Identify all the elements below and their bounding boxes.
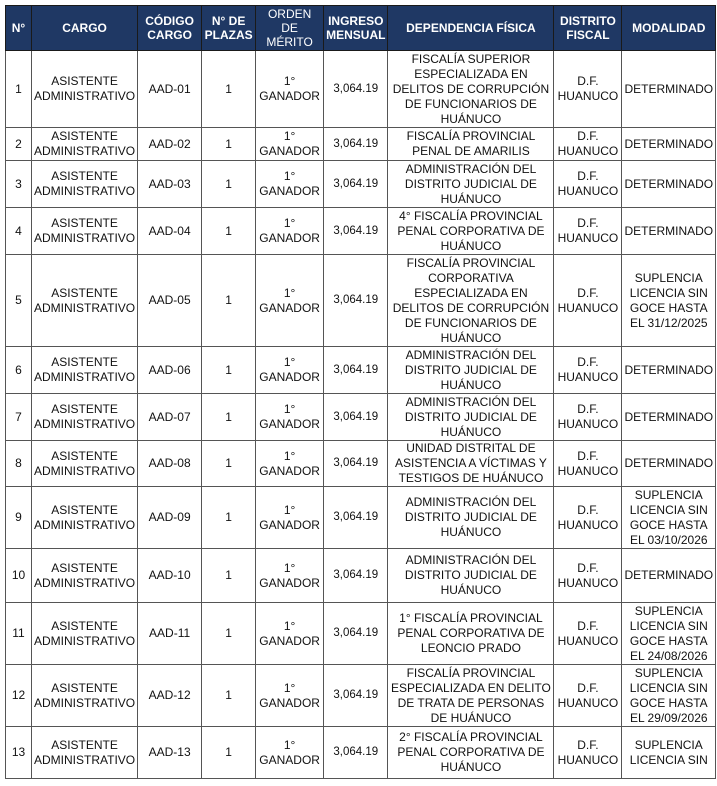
table-row (6, 128, 716, 161)
plazas-cell: 1 (202, 51, 256, 128)
distrito-cell: D.F. HUANUCO (554, 394, 622, 441)
dependencia-cell: FISCALÍA PROVINCIAL PENAL DE AMARILIS (388, 128, 554, 161)
orden-merito-cell: 1° GANADOR (256, 727, 324, 779)
plazas-cell: 1 (202, 603, 256, 665)
row-number: 12 (6, 665, 32, 727)
table-row (6, 51, 716, 128)
distrito-cell: D.F. HUANUCO (554, 161, 622, 208)
plazas-cell: 1 (202, 665, 256, 727)
plazas-cell: 1 (202, 128, 256, 161)
orden-merito-cell: 1° GANADOR (256, 255, 324, 347)
orden-merito-cell: 1° GANADOR (256, 441, 324, 487)
cargo-cell: ASISTENTE ADMINISTRATIVO (32, 128, 138, 161)
orden-merito-cell: 1° GANADOR (256, 603, 324, 665)
ingreso-cell: 3,064.19 (324, 161, 388, 208)
codigo-cell: AAD-04 (138, 208, 202, 255)
cargo-cell: ASISTENTE ADMINISTRATIVO (32, 394, 138, 441)
ingreso-cell: 3,064.19 (324, 128, 388, 161)
table-row (6, 549, 716, 603)
dependencia-cell: FISCALÍA PROVINCIAL ESPECIALIZADA EN DELITO DE TRATA DE PERSONAS DE HUÁNUCO (388, 665, 554, 727)
codigo-cell: AAD-12 (138, 665, 202, 727)
modalidad-cell: SUPLENCIA LICENCIA SIN GOCE HASTA EL 24/08/2026 (622, 603, 716, 665)
orden-merito-cell: 1° GANADOR (256, 487, 324, 549)
distrito-cell: D.F. HUANUCO (554, 603, 622, 665)
table-row (6, 665, 716, 727)
row-number: 7 (6, 394, 32, 441)
header-codigo-cargo: CÓDIGO CARGO (138, 6, 202, 51)
distrito-cell: D.F. HUANUCO (554, 549, 622, 603)
cargo-cell: ASISTENTE ADMINISTRATIVO (32, 255, 138, 347)
header-number: N° (6, 6, 32, 51)
codigo-cell: AAD-01 (138, 51, 202, 128)
distrito-cell: D.F. HUANUCO (554, 441, 622, 487)
modalidad-cell: DETERMINADO (622, 347, 716, 394)
ingreso-cell: 3,064.19 (324, 51, 388, 128)
distrito-cell: D.F. HUANUCO (554, 727, 622, 779)
dependencia-cell: ADMINISTRACIÓN DEL DISTRITO JUDICIAL DE HUÁNUCO (388, 161, 554, 208)
cargo-cell: ASISTENTE ADMINISTRATIVO (32, 208, 138, 255)
table-row (6, 347, 716, 394)
codigo-cell: AAD-03 (138, 161, 202, 208)
orden-merito-cell: 1° GANADOR (256, 161, 324, 208)
ingreso-cell: 3,064.19 (324, 487, 388, 549)
dependencia-cell: ADMINISTRACIÓN DEL DISTRITO JUDICIAL DE HUÁNUCO (388, 549, 554, 603)
modalidad-cell: SUPLENCIA LICENCIA SIN GOCE HASTA EL 03/10/2026 (622, 487, 716, 549)
header-distrito-fiscal: DISTRITO FISCAL (554, 6, 622, 51)
row-number: 1 (6, 51, 32, 128)
cargo-cell: ASISTENTE ADMINISTRATIVO (32, 603, 138, 665)
row-number: 9 (6, 487, 32, 549)
modalidad-cell: DETERMINADO (622, 441, 716, 487)
cargo-cell: ASISTENTE ADMINISTRATIVO (32, 347, 138, 394)
header-dependencia-fisica: DEPENDENCIA FÍSICA (388, 6, 554, 51)
ingreso-cell: 3,064.19 (324, 208, 388, 255)
orden-merito-cell: 1° GANADOR (256, 51, 324, 128)
ingreso-cell: 3,064.19 (324, 394, 388, 441)
plazas-cell: 1 (202, 727, 256, 779)
modalidad-cell: SUPLENCIA LICENCIA SIN GOCE HASTA EL 29/09/2026 (622, 665, 716, 727)
ingreso-cell: 3,064.19 (324, 665, 388, 727)
modalidad-cell: SUPLENCIA LICENCIA SIN (622, 727, 716, 779)
dependencia-cell: 2° FISCALÍA PROVINCIAL PENAL CORPORATIVA DE HUÁNUCO (388, 727, 554, 779)
modalidad-cell: DETERMINADO (622, 161, 716, 208)
codigo-cell: AAD-13 (138, 727, 202, 779)
ingreso-cell: 3,064.19 (324, 441, 388, 487)
dependencia-cell: ADMINISTRACIÓN DEL DISTRITO JUDICIAL DE HUÁNUCO (388, 394, 554, 441)
orden-merito-cell: 1° GANADOR (256, 347, 324, 394)
distrito-cell: D.F. HUANUCO (554, 128, 622, 161)
table-row (6, 487, 716, 549)
plazas-cell: 1 (202, 255, 256, 347)
distrito-cell: D.F. HUANUCO (554, 347, 622, 394)
modalidad-cell: DETERMINADO (622, 394, 716, 441)
header-orden-merito: ORDEN DE MÉRITO (256, 6, 324, 51)
ingreso-cell: 3,064.19 (324, 549, 388, 603)
row-number: 13 (6, 727, 32, 779)
codigo-cell: AAD-09 (138, 487, 202, 549)
row-number: 11 (6, 603, 32, 665)
cargo-cell: ASISTENTE ADMINISTRATIVO (32, 665, 138, 727)
codigo-cell: AAD-07 (138, 394, 202, 441)
modalidad-cell: DETERMINADO (622, 208, 716, 255)
modalidad-cell: DETERMINADO (622, 549, 716, 603)
distrito-cell: D.F. HUANUCO (554, 51, 622, 128)
distrito-cell: D.F. HUANUCO (554, 487, 622, 549)
table-body (6, 51, 716, 779)
modalidad-cell: SUPLENCIA LICENCIA SIN GOCE HASTA EL 31/12/2025 (622, 255, 716, 347)
row-number: 3 (6, 161, 32, 208)
codigo-cell: AAD-05 (138, 255, 202, 347)
plazas-cell: 1 (202, 208, 256, 255)
plazas-cell: 1 (202, 487, 256, 549)
codigo-cell: AAD-10 (138, 549, 202, 603)
cargo-cell: ASISTENTE ADMINISTRATIVO (32, 549, 138, 603)
ingreso-cell: 3,064.19 (324, 603, 388, 665)
table-row (6, 255, 716, 347)
dependencia-cell: FISCALÍA SUPERIOR ESPECIALIZADA EN DELITOS DE CORRUPCIÓN DE FUNCIONARIOS DE HUÁNUCO (388, 51, 554, 128)
dependencia-cell: UNIDAD DISTRITAL DE ASISTENCIA A VÍCTIMAS Y TESTIGOS DE HUÁNUCO (388, 441, 554, 487)
plazas-cell: 1 (202, 161, 256, 208)
cargo-cell: ASISTENTE ADMINISTRATIVO (32, 51, 138, 128)
plazas-cell: 1 (202, 441, 256, 487)
dependencia-cell: 1° FISCALÍA PROVINCIAL PENAL CORPORATIVA DE LEONCIO PRADO (388, 603, 554, 665)
header-plazas: N° DE PLAZAS (202, 6, 256, 51)
table-row (6, 208, 716, 255)
table-row (6, 727, 716, 779)
distrito-cell: D.F. HUANUCO (554, 208, 622, 255)
cargo-cell: ASISTENTE ADMINISTRATIVO (32, 727, 138, 779)
dependencia-cell: FISCALÍA PROVINCIAL CORPORATIVA ESPECIALIZADA EN DELITOS DE CORRUPCIÓN DE FUNCIONARIOS DE HUÁNUCO (388, 255, 554, 347)
table-row (6, 161, 716, 208)
ingreso-cell: 3,064.19 (324, 727, 388, 779)
header-row (6, 6, 716, 51)
row-number: 4 (6, 208, 32, 255)
orden-merito-cell: 1° GANADOR (256, 208, 324, 255)
row-number: 2 (6, 128, 32, 161)
orden-merito-cell: 1° GANADOR (256, 549, 324, 603)
orden-merito-cell: 1° GANADOR (256, 665, 324, 727)
distrito-cell: D.F. HUANUCO (554, 665, 622, 727)
modalidad-cell: DETERMINADO (622, 128, 716, 161)
codigo-cell: AAD-11 (138, 603, 202, 665)
row-number: 5 (6, 255, 32, 347)
table-row (6, 394, 716, 441)
codigo-cell: AAD-06 (138, 347, 202, 394)
orden-merito-cell: 1° GANADOR (256, 128, 324, 161)
plazas-cell: 1 (202, 549, 256, 603)
row-number: 10 (6, 549, 32, 603)
table-row (6, 603, 716, 665)
dependencia-cell: 4° FISCALÍA PROVINCIAL PENAL CORPORATIVA DE HUÁNUCO (388, 208, 554, 255)
codigo-cell: AAD-08 (138, 441, 202, 487)
cargo-cell: ASISTENTE ADMINISTRATIVO (32, 441, 138, 487)
plazas-cell: 1 (202, 347, 256, 394)
cargo-cell: ASISTENTE ADMINISTRATIVO (32, 161, 138, 208)
codigo-cell: AAD-02 (138, 128, 202, 161)
ingreso-cell: 3,064.19 (324, 255, 388, 347)
header-modalidad: MODALIDAD (622, 6, 716, 51)
table-row (6, 441, 716, 487)
dependencia-cell: ADMINISTRACIÓN DEL DISTRITO JUDICIAL DE HUÁNUCO (388, 487, 554, 549)
cargo-cell: ASISTENTE ADMINISTRATIVO (32, 487, 138, 549)
header-cargo: CARGO (32, 6, 138, 51)
row-number: 6 (6, 347, 32, 394)
plazas-cell: 1 (202, 394, 256, 441)
orden-merito-cell: 1° GANADOR (256, 394, 324, 441)
row-number: 8 (6, 441, 32, 487)
distrito-cell: D.F. HUANUCO (554, 255, 622, 347)
vacancies-table (5, 5, 716, 779)
ingreso-cell: 3,064.19 (324, 347, 388, 394)
modalidad-cell: DETERMINADO (622, 51, 716, 128)
header-ingreso-mensual: INGRESO MENSUAL (324, 6, 388, 51)
dependencia-cell: ADMINISTRACIÓN DEL DISTRITO JUDICIAL DE HUÁNUCO (388, 347, 554, 394)
